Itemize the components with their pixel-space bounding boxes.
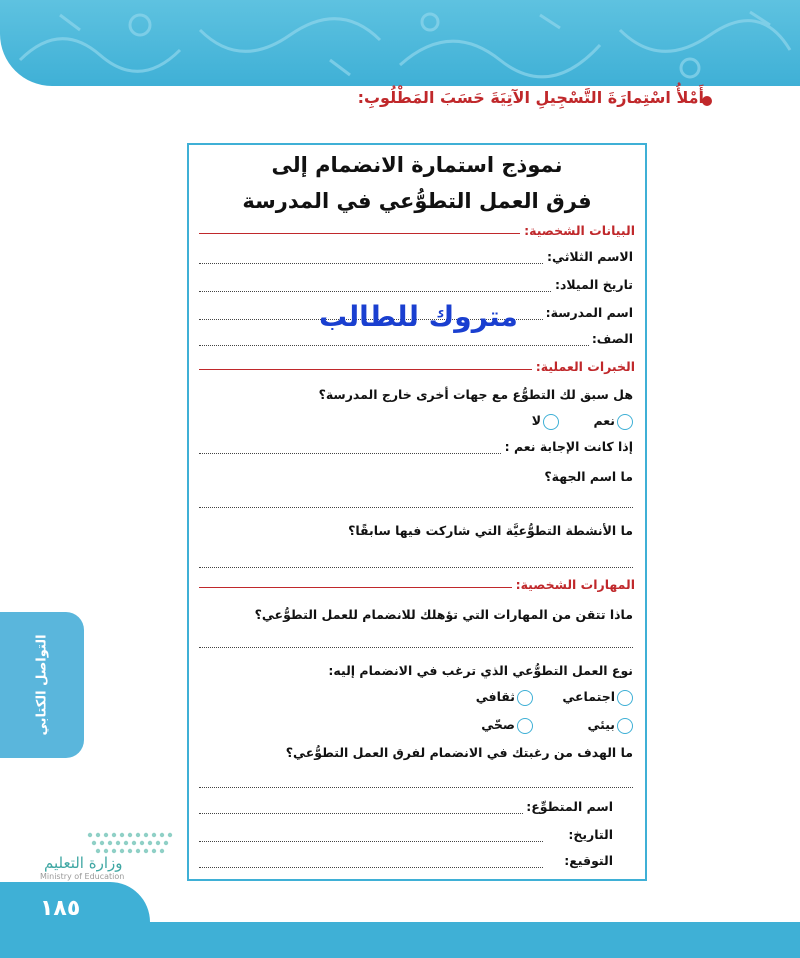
date-label: التاريخ: <box>565 827 613 842</box>
ministry-name-arabic: وزارة التعليم <box>44 854 123 872</box>
instruction-heading <box>358 88 744 107</box>
entity-name-question: ما اسم الجهة؟ <box>544 469 633 484</box>
radio-health[interactable] <box>517 718 533 734</box>
option-environmental[interactable] <box>587 717 633 734</box>
volunteer-name-label: اسم المتطوِّع: <box>523 799 613 814</box>
option-yes-label: نعم <box>593 413 615 428</box>
dotted-line <box>199 841 543 842</box>
option-social[interactable] <box>562 689 633 706</box>
option-no-label: لا <box>531 413 541 428</box>
radio-no[interactable] <box>543 414 559 430</box>
ministry-name-english: Ministry of Education <box>40 872 125 881</box>
side-tab-label: التواصل الكتابي <box>34 634 50 736</box>
dotted-line <box>199 345 633 346</box>
birth-date-field[interactable] <box>199 277 633 297</box>
type-question: نوع العمل التطوُّعي الذي ترغب في الانضمام إليه: <box>328 663 633 678</box>
radio-yes[interactable] <box>617 414 633 430</box>
option-yes[interactable] <box>593 413 633 430</box>
signature-field[interactable] <box>199 853 633 873</box>
form-title-line2: فرق العمل التطوُّعي في المدرسة <box>242 189 592 213</box>
volunteer-name-field[interactable] <box>199 799 633 819</box>
top-banner <box>0 0 800 86</box>
option-environmental-label: بيئي <box>587 717 615 732</box>
option-social-label: اجتماعي <box>562 689 615 704</box>
skills-section-label: المهارات الشخصية: <box>512 577 635 592</box>
radio-cultural[interactable] <box>517 690 533 706</box>
instruction-text: أَمْلأُ اسْتِمارَةَ التَّسْجِيلِ الآتِيَةَ حَسَبَ المَطْلُوبِ: <box>357 88 704 107</box>
activities-question: ما الأنشطة التطوُّعيَّة التي شاركت فيها سابقًا؟ <box>348 523 633 538</box>
goal-answer-line[interactable] <box>199 787 633 788</box>
option-no[interactable] <box>532 413 559 430</box>
calligraphy-pattern-icon <box>0 0 800 86</box>
full-name-field[interactable] <box>199 249 633 269</box>
goal-question: ما الهدف من رغبتك في الانضمام لفرق العمل التطوُّعي؟ <box>285 745 633 760</box>
volunteered-question: هل سبق لك التطوُّع مع جهات أخرى خارج المدرسة؟ <box>318 387 633 402</box>
left-for-student-note: متروك للطالب <box>319 300 518 333</box>
skills-answer-line[interactable] <box>199 647 633 648</box>
skills-question: ماذا تتقن من المهارات التي تؤهلك للانضمام للعمل التطوُّعي؟ <box>254 607 633 622</box>
grade-field[interactable] <box>199 331 633 351</box>
date-field[interactable] <box>199 827 633 847</box>
option-cultural-label: ثقافي <box>475 689 515 704</box>
side-tab <box>0 612 84 758</box>
experience-section-header <box>199 359 635 379</box>
dotted-line <box>199 867 543 868</box>
school-name-label: اسم المدرسة: <box>543 305 633 320</box>
grade-label: الصف: <box>589 331 633 346</box>
registration-form <box>187 143 647 881</box>
option-health-label: صحّي <box>481 717 515 732</box>
if-yes-label: إذا كانت الإجابة نعم : <box>502 439 633 454</box>
radio-environmental[interactable] <box>617 718 633 734</box>
birth-date-label: تاريخ الميلاد: <box>552 277 633 292</box>
personal-section-label: البيانات الشخصية: <box>520 223 635 238</box>
skills-section-header <box>199 577 635 597</box>
if-yes-field[interactable] <box>199 439 633 459</box>
activities-answer-line[interactable] <box>199 567 633 568</box>
dotted-line <box>199 813 543 814</box>
experience-section-label: الخبرات العملية: <box>532 359 635 374</box>
signature-label: التوقيع: <box>561 853 613 868</box>
option-health[interactable] <box>481 717 533 734</box>
entity-answer-line[interactable] <box>199 507 633 508</box>
personal-section-header <box>199 223 635 243</box>
full-name-label: الاسم الثلاثي: <box>544 249 633 264</box>
option-cultural[interactable] <box>476 689 533 706</box>
page-number: ١٨٥ <box>40 896 81 921</box>
form-title-line1: نموذج استمارة الانضمام إلى <box>271 153 563 177</box>
radio-social[interactable] <box>617 690 633 706</box>
